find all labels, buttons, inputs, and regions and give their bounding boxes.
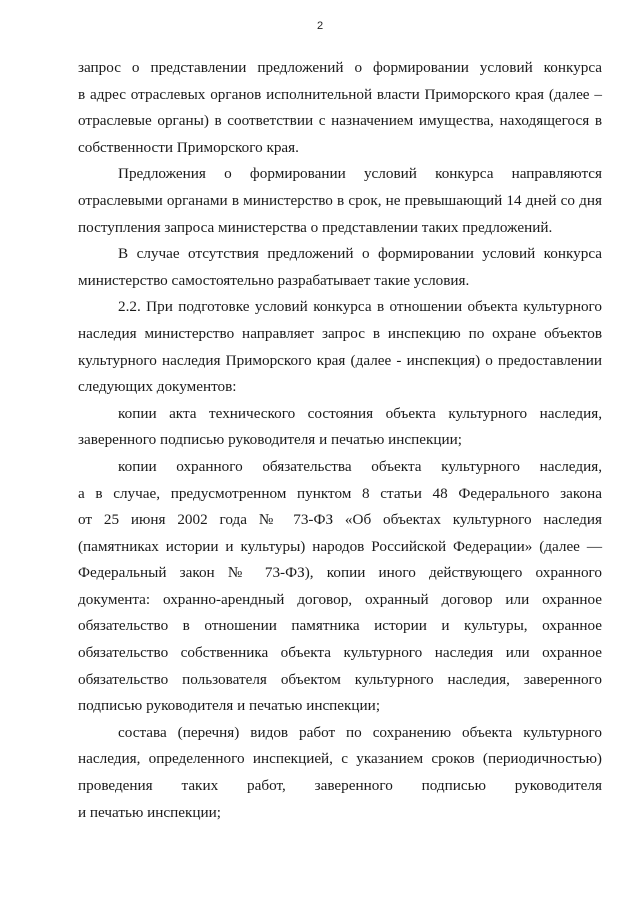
text-line: проведения таких работ, заверенного подписью руководителя (78, 777, 602, 795)
text-line: Федеральный закон № 73-ФЗ), копии иного действующего охранного (78, 564, 602, 582)
text-line: следующих документов: (78, 378, 237, 396)
paragraph-section-2-2 (78, 294, 602, 400)
text-line: копии охранного обязательства объекта культурного наследия, (118, 457, 602, 475)
page-number: 2 (316, 20, 324, 32)
text-line: подписью руководителя и печатью инспекции; (78, 697, 381, 715)
text-line: копии акта технического состояния объекта культурного наследия, (118, 404, 602, 422)
text-line: документа: охранно-арендный договор, охранный договор или охранное (78, 590, 602, 608)
text-line: культурного наследия Приморского края (далее - инспекция) о предоставлении (78, 351, 602, 369)
text-line: (памятниках истории и культуры) народов Российской Федерации» (далее — (78, 537, 602, 555)
text-line: Предложения о формировании условий конкурса направляются (118, 165, 602, 183)
text-line: и печатью инспекции; (78, 803, 221, 821)
text-line: наследия, определенного инспекцией, с указанием сроков (периодичностью) (78, 750, 602, 768)
text-line: обязательство собственника объекта культурного наследия или охранное (78, 644, 602, 662)
paragraph-protection-obligation (78, 454, 602, 720)
text-line: 2.2. При подготовке условий конкурса в отношении объекта культурного (118, 298, 602, 316)
text-line: состава (перечня) видов работ по сохранению объекта культурного (118, 723, 602, 741)
text-line: министерство самостоятельно разрабатывает такие условия. (78, 271, 470, 289)
text-line: собственности Приморского края. (78, 138, 299, 156)
paragraph-technical-state-act (78, 401, 602, 454)
text-line: отраслевыми органами в министерство в срок, не превышающий 14 дней со дня (78, 191, 602, 209)
text-line: поступления запроса министерства о представлении таких предложений. (78, 218, 553, 236)
text-line: заверенного подписью руководителя и печатью инспекции; (78, 431, 463, 449)
paragraph-no-proposals (78, 241, 602, 294)
text-line: обязательство в отношении памятника истории и культуры, охранное (78, 617, 602, 635)
paragraph-proposals-deadline (78, 161, 602, 241)
text-line: наследия министерство направляет запрос в инспекцию по охране объектов (78, 324, 602, 342)
paragraph-competition-request (78, 55, 602, 161)
text-line: в адрес отраслевых органов исполнительной власти Приморского края (далее – (78, 85, 602, 103)
text-line: от 25 июня 2002 года № 73-ФЗ «Об объектах культурного наследия (78, 511, 602, 529)
text-line: отраслевые органы) в соответствии с назначением имущества, находящегося в (78, 112, 602, 130)
paragraph-works-list (78, 720, 602, 826)
text-line: В случае отсутствия предложений о формировании условий конкурса (118, 245, 602, 263)
document-body (78, 55, 602, 826)
text-line: запрос о представлении предложений о формировании условий конкурса (78, 59, 602, 76)
text-line: обязательство пользователя объектом культурного наследия, заверенного (78, 670, 602, 688)
text-line: а в случае, предусмотренном пунктом 8 статьи 48 Федерального закона (78, 484, 602, 502)
